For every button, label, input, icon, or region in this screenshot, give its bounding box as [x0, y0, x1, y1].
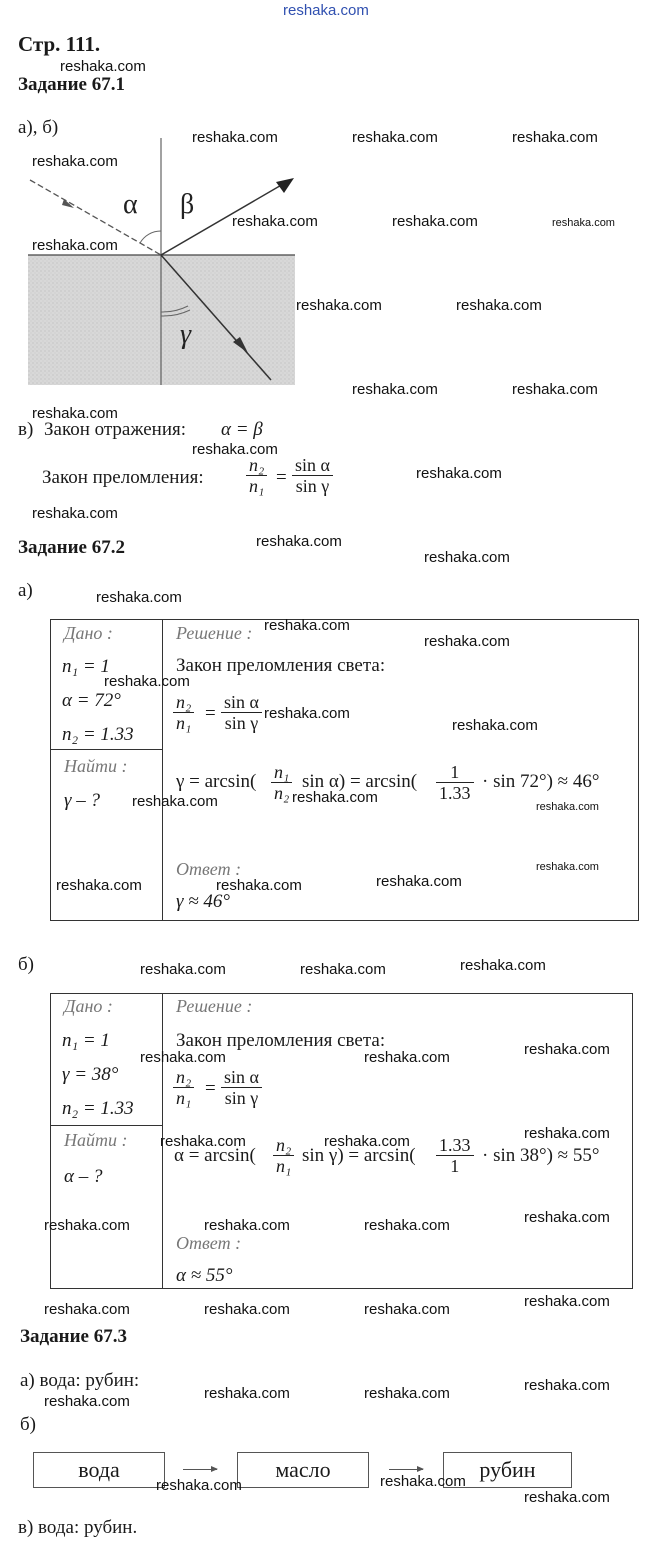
given-item: n₁ = 1 — [62, 1030, 110, 1051]
given-item: n₂ = 1.33 — [62, 724, 134, 745]
watermark: reshaka.com — [32, 153, 118, 170]
frac-denominator: sin γ — [224, 1088, 259, 1108]
watermark: reshaka.com — [364, 1301, 450, 1318]
watermark: reshaka.com — [524, 1209, 610, 1226]
chain-arrow-icon — [183, 1469, 217, 1470]
calc-mid: sin α) = arcsin( — [302, 771, 418, 792]
calc-frac-2 — [436, 762, 474, 803]
watermark: reshaka.com — [552, 217, 615, 229]
solution-header: Решение : — [176, 996, 253, 1016]
answer-value: γ ≈ 46° — [176, 891, 231, 912]
task-67-3-v-line: в) вода: рубин. — [18, 1517, 138, 1538]
watermark: reshaka.com — [264, 617, 350, 634]
given-header: Дано : — [64, 996, 113, 1016]
watermark: reshaka.com — [264, 705, 350, 722]
watermark: reshaka.com — [352, 129, 438, 146]
watermark: reshaka.com — [160, 1133, 246, 1150]
alpha-arc — [140, 231, 161, 243]
watermark: reshaka.com — [364, 1217, 450, 1234]
task-67-2-b-label: б) — [18, 954, 34, 975]
given-item: γ = 38° — [62, 1064, 119, 1085]
watermark: reshaka.com — [44, 1301, 130, 1318]
watermark: reshaka.com — [376, 873, 462, 890]
watermark: reshaka.com — [512, 381, 598, 398]
law-frac-left — [173, 1067, 194, 1108]
chain-box-water: вода — [33, 1452, 165, 1488]
beta-label: β — [180, 189, 195, 220]
watermark: reshaka.com — [524, 1293, 610, 1310]
watermark: reshaka.com — [256, 533, 342, 550]
watermark: reshaka.com — [132, 793, 218, 810]
watermark: reshaka.com — [352, 381, 438, 398]
watermark: reshaka.com — [416, 465, 502, 482]
watermark: reshaka.com — [192, 441, 278, 458]
task-67-3-title: Задание 67.3 — [20, 1326, 127, 1347]
equals-sign: = — [205, 1078, 216, 1099]
equals-sign: = — [205, 703, 216, 724]
law-frac-right — [221, 1067, 262, 1108]
frac-denominator: sin γ — [224, 713, 259, 733]
refraction-law-label: Закон преломления: — [42, 467, 204, 488]
watermark: reshaka.com — [456, 297, 542, 314]
watermark: reshaka.com — [460, 957, 546, 974]
law-text: Закон преломления света: — [176, 1030, 386, 1051]
find-item: γ – ? — [64, 790, 100, 811]
reflection-formula: α = β — [221, 419, 263, 440]
watermark: reshaka.com — [524, 1041, 610, 1058]
frac-denominator: sin γ — [295, 476, 330, 496]
watermark: reshaka.com — [524, 1125, 610, 1142]
frac-numerator: n₂ — [276, 1135, 292, 1155]
watermark: reshaka.com — [392, 213, 478, 230]
frac-numerator: n₁ — [274, 762, 290, 782]
watermark: reshaka.com — [32, 505, 118, 522]
watermark: reshaka.com — [96, 589, 182, 606]
watermark: reshaka.com — [512, 129, 598, 146]
find-header: Найти : — [64, 1130, 128, 1150]
alpha-label: α — [123, 189, 138, 220]
watermark: reshaka.com — [232, 213, 318, 230]
watermark: reshaka.com — [32, 237, 118, 254]
answer-header: Ответ : — [176, 1233, 242, 1253]
calc-end: · sin 72°) ≈ 46° — [482, 771, 600, 792]
watermark: reshaka.com — [424, 549, 510, 566]
watermark: reshaka.com — [44, 1217, 130, 1234]
v-label: в) — [18, 419, 34, 440]
watermark: reshaka.com — [452, 717, 538, 734]
frac-numerator: sin α — [295, 455, 330, 475]
calc-mid: sin γ) = arcsin( — [302, 1145, 416, 1166]
frac-denominator: n₁ — [176, 713, 192, 733]
given-item: α = 72° — [62, 690, 121, 711]
frac-denominator: n₂ — [274, 783, 290, 803]
watermark: reshaka.com — [204, 1301, 290, 1318]
given-item: n₂ = 1.33 — [62, 1098, 134, 1119]
calc-end: · sin 38°) ≈ 55° — [482, 1145, 600, 1166]
frac-numerator: sin α — [224, 1067, 259, 1087]
frac-denominator: n₁ — [176, 1088, 192, 1108]
find-header: Найти : — [64, 756, 128, 776]
watermark: reshaka.com — [424, 633, 510, 650]
given-header: Дано : — [64, 623, 113, 643]
frac-numerator: 1 — [450, 762, 460, 782]
watermark: reshaka.com — [292, 789, 378, 806]
task-67-3-b-label: б) — [20, 1414, 36, 1435]
watermark: reshaka.com — [364, 1049, 450, 1066]
watermark: reshaka.com — [192, 129, 278, 146]
frac-denominator: 1.33 — [439, 783, 471, 803]
watermark: reshaka.com — [32, 405, 118, 422]
watermark: reshaka.com — [44, 1393, 130, 1410]
task-67-1-ab-label: а), б) — [18, 117, 59, 138]
answer-header: Ответ : — [176, 859, 242, 879]
task-67-2-title: Задание 67.2 — [18, 537, 125, 558]
refraction-frac-right — [292, 455, 333, 496]
watermark: reshaka.com — [104, 673, 190, 690]
law-text: Закон преломления света: — [176, 655, 386, 676]
watermark: reshaka.com — [536, 861, 599, 873]
watermark: reshaka.com — [300, 961, 386, 978]
watermark: reshaka.com — [60, 58, 146, 75]
frac-denominator: n₁ — [276, 1156, 292, 1176]
law-frac-left — [173, 692, 194, 733]
refraction-diagram — [28, 138, 298, 388]
solution-header: Решение : — [176, 623, 253, 643]
watermark-top: reshaka.com — [283, 2, 369, 19]
watermark: reshaka.com — [156, 1477, 242, 1494]
watermark: reshaka.com — [56, 877, 142, 894]
watermark: reshaka.com — [204, 1385, 290, 1402]
watermark: reshaka.com — [204, 1217, 290, 1234]
task-67-2-a-label: а) — [18, 580, 33, 601]
task-67-3-a-line: а) вода: рубин: — [20, 1370, 140, 1391]
find-item: α – ? — [64, 1166, 103, 1187]
calc-frac-2 — [436, 1135, 474, 1176]
page-number: Стр. 111. — [18, 32, 101, 56]
frac-denominator: n₁ — [249, 476, 265, 496]
watermark: reshaka.com — [324, 1133, 410, 1150]
watermark: reshaka.com — [524, 1377, 610, 1394]
watermark: reshaka.com — [140, 1049, 226, 1066]
watermark: reshaka.com — [364, 1385, 450, 1402]
frac-numerator: n₂ — [176, 692, 192, 712]
gamma-label: γ — [180, 319, 192, 350]
calc-frac-1 — [273, 1135, 294, 1176]
chain-box-ruby: рубин — [443, 1452, 572, 1488]
equals-sign: = — [276, 467, 287, 488]
frac-numerator: n₂ — [249, 455, 265, 475]
reflection-law-label: Закон отражения: — [44, 419, 187, 440]
frac-numerator: 1.33 — [439, 1135, 471, 1155]
refraction-frac-left — [246, 455, 267, 496]
calc-start: γ = arcsin( — [176, 771, 257, 792]
task-67-1-title: Задание 67.1 — [18, 74, 125, 95]
chain-arrow-icon — [389, 1469, 423, 1470]
calc-frac-1 — [271, 762, 292, 803]
frac-numerator: n₂ — [176, 1067, 192, 1087]
frac-denominator: 1 — [450, 1156, 460, 1176]
watermark: reshaka.com — [140, 961, 226, 978]
watermark: reshaka.com — [524, 1489, 610, 1506]
watermark: reshaka.com — [296, 297, 382, 314]
watermark: reshaka.com — [536, 801, 599, 813]
given-item: n₁ = 1 — [62, 656, 110, 677]
answer-value: α ≈ 55° — [176, 1265, 233, 1286]
reflected-arrow-icon — [276, 178, 294, 193]
calc-start: α = arcsin( — [174, 1145, 256, 1166]
watermark: reshaka.com — [216, 877, 302, 894]
law-frac-right — [221, 692, 262, 733]
chain-box-oil: масло — [237, 1452, 369, 1488]
watermark: reshaka.com — [380, 1473, 466, 1490]
frac-numerator: sin α — [224, 692, 259, 712]
